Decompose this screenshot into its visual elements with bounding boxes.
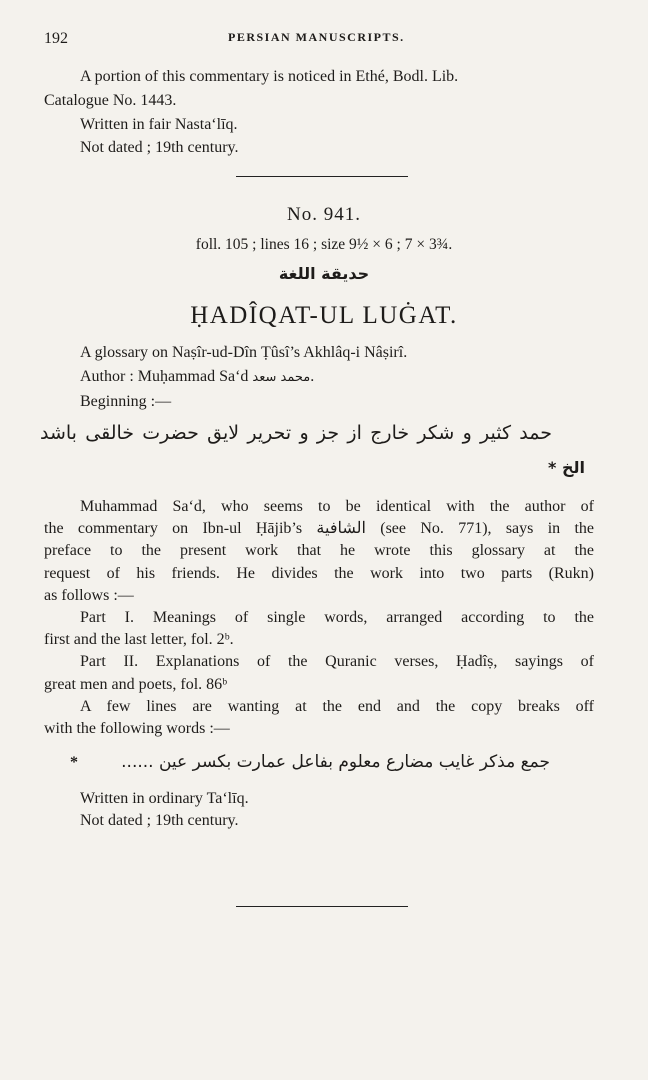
separator-rule-bottom xyxy=(236,906,408,907)
para1-line1: Muhammad Sa‘d, who seems to be identical with the author of xyxy=(80,498,594,515)
entry-date: Not dated ; 19th century. xyxy=(80,812,239,829)
ending-text: جمع مذکر غایب مضارع معلوم بفاعل عمارت بکسر عین ...... xyxy=(121,752,550,772)
part2-line1: Part II. Explanations of the Quranic verses, Ḥadîṣ, sayings of xyxy=(80,653,594,670)
running-title: PERSIAN MANUSCRIPTS. xyxy=(228,30,405,44)
author-label: Author : Muḥammad Sa‘d xyxy=(80,368,249,385)
part1-line2: first and the last letter, fol. 2ᵇ. xyxy=(44,631,234,648)
author-arabic: محمد سعد xyxy=(252,370,311,385)
author-line: Author : Muḥammad Sa‘d محمد سعد. xyxy=(80,368,315,385)
para1-line4: request of his friends. He divides the work into two parts (Rukn) xyxy=(44,565,594,582)
entry-description: A glossary on Naṣîr-ud-Dîn Ṭûsî’s Akhlâq-i Nâṣirî. xyxy=(80,344,408,361)
ending-intro-line2: with the following words :— xyxy=(44,720,230,737)
entry-title: ḤADÎQAT-UL LUĠAT. xyxy=(190,302,458,329)
prev-entry-script: Written in fair Nasta‘līq. xyxy=(80,116,238,133)
entry-specs: foll. 105 ; lines 16 ; size 9½ × 6 ; 7 × 3¾. xyxy=(195,236,453,253)
entry-script: Written in ordinary Ta‘līq. xyxy=(80,790,249,807)
separator-rule-top xyxy=(236,176,408,177)
beginning-label: Beginning :— xyxy=(80,393,172,410)
ending-star: * xyxy=(70,754,78,771)
prev-entry-line1: A portion of this commentary is noticed in Ethé, Bodl. Lib. xyxy=(80,68,459,85)
part2-line2: great men and poets, fol. 86ᵇ xyxy=(44,676,228,693)
arabic-title: حديقة اللغة xyxy=(278,264,370,283)
prev-entry-date: Not dated ; 19th century. xyxy=(80,139,239,156)
ending-intro-line1: A few lines are wanting at the end and the copy breaks off xyxy=(80,698,594,715)
para1-line5: as follows :— xyxy=(44,587,134,604)
beginning-end: الخ * xyxy=(548,458,585,477)
para1-line2: the commentary on Ibn-ul Ḥājib’s الشافية (see No. 771), says in the xyxy=(44,520,594,537)
part1-line1: Part I. Meanings of single words, arranged according to the xyxy=(80,609,594,626)
page-number: 192 xyxy=(44,30,68,47)
entry-number: No. 941. xyxy=(287,204,361,225)
prev-entry-line2: Catalogue No. 1443. xyxy=(44,92,177,109)
beginning-text: حمد کثیر و شکر خارج از جز و تحریر لایق حضرت خالقی باشد xyxy=(40,422,552,444)
para1-line3: preface to the present work that he wrote this glossary at the xyxy=(44,542,594,559)
